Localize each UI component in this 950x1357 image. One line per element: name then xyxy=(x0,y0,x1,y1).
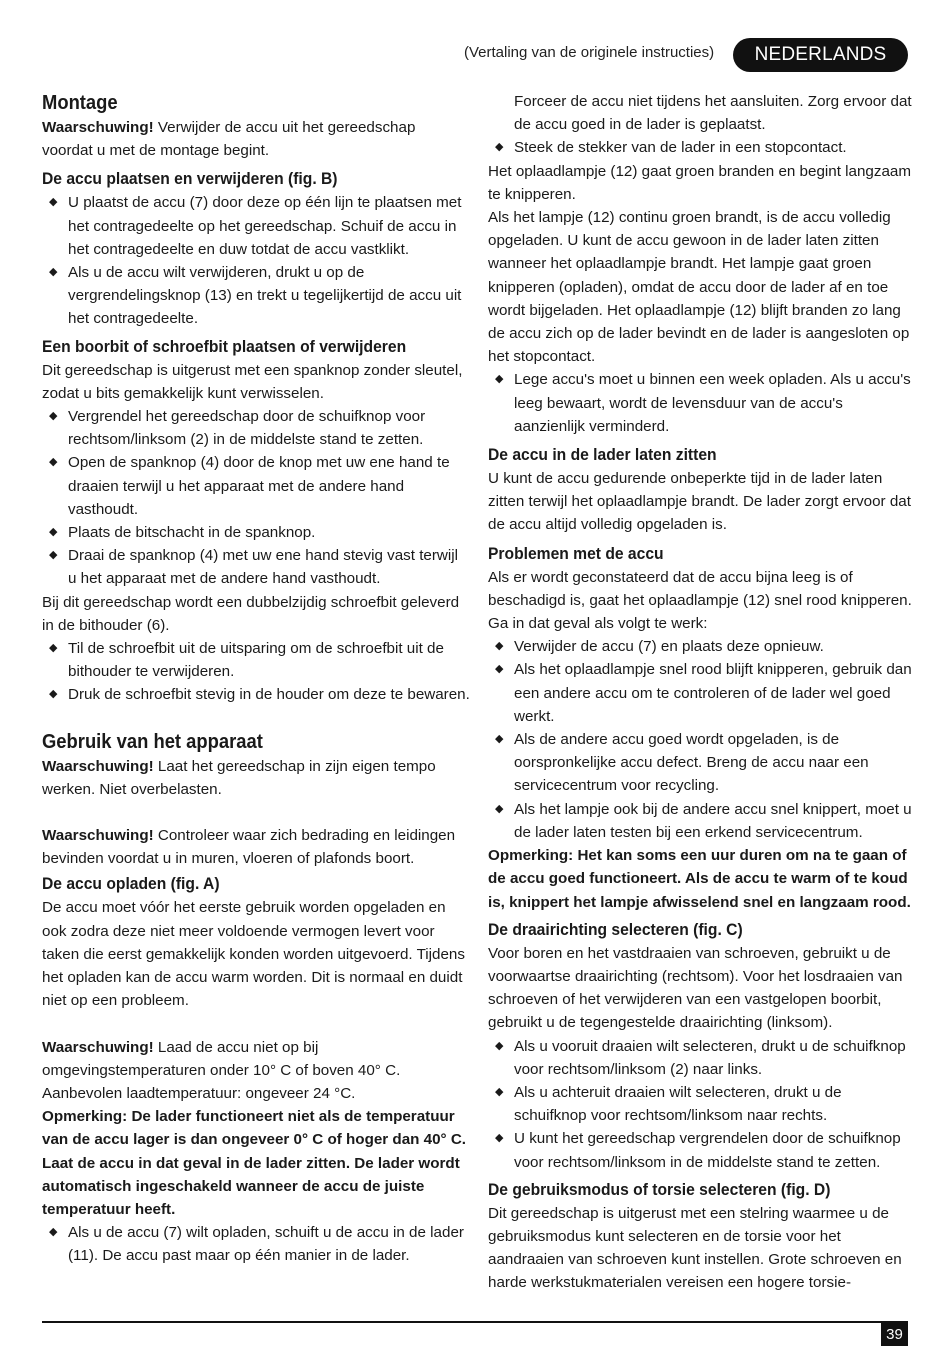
warning-label: Waarschuwing! xyxy=(42,1038,154,1056)
list-item-text: Til de schroefbit uit de uitsparing om de schroefbit uit de bithouder te verwijderen. xyxy=(68,640,444,681)
bullet-icon: ◆ xyxy=(495,663,504,676)
led-text-2: Als het lampje (12) continu groen brandt, is de accu volledig opgeladen. U kunt de accu gewoon in de lader laten zitten wanneer het oplaadlampje brandt. Het lampje gaat groen knipperen (opladen), omdat de accu door de lader af en toe wordt bijgeladen. Het oplaadlampje (12) blijft branden zo lang de accu zich op de lader bevindt en de lader is aangesloten op het stopcontact. xyxy=(488,209,910,366)
torque-heading: De gebruiksmodus of torsie selecteren (fig. D) xyxy=(488,1179,831,1199)
list-item-text: Steek de stekker van de lader in een stopcontact. xyxy=(514,139,847,157)
list-item xyxy=(488,1081,913,1127)
warning-text: Laat het gereedschap in zijn eigen tempo werken. Niet overbelasten. xyxy=(42,757,436,798)
warning-label: Waarschuwing! xyxy=(42,757,154,775)
montage-warning xyxy=(42,116,470,162)
list-item-text: Draai de spanknop (4) met uw ene hand stevig vast terwijl u het apparaat met de andere hand vasthoudt. xyxy=(68,547,459,588)
charge-note-2: Laat de accu in dat geval in de lader zitten. De lader wordt automatisch ingeschakeld wanneer de accu de juiste temperatuur heeft. xyxy=(42,1154,460,1218)
warning-text: Laad de accu niet op bij omgevingstemperaturen onder 10° C of boven 40° C. Aanbevolen laadtemperatuur: ongeveer 24 °C. xyxy=(42,1038,401,1102)
list-item xyxy=(488,136,913,159)
list-item xyxy=(42,261,470,331)
direction-list xyxy=(488,1035,913,1174)
bullet-icon: ◆ xyxy=(495,640,504,653)
battery-problems-list xyxy=(488,635,913,844)
bullet-icon: ◆ xyxy=(495,1132,504,1145)
list-item xyxy=(42,451,470,521)
list-item xyxy=(488,368,913,438)
warning-label: Waarschuwing! xyxy=(42,119,154,136)
led-text-1: Het oplaadlampje (12) gaat groen branden en begint langzaam te knipperen. xyxy=(488,162,912,203)
leave-in-charger-heading: De accu in de lader laten zitten xyxy=(488,445,717,465)
list-item xyxy=(488,635,913,658)
page-number: 39 xyxy=(881,1322,908,1346)
charge-text: De accu moet vóór het eerste gebruik worden opgeladen en ook zodra deze niet meer voldoende vermogen levert voor taken die eerst gemakkelijk konden worden uitgevoerd. Tijdens het opladen kan de accu warm worden. Dit is normaal en duidt niet op een probleem. xyxy=(42,899,465,1010)
usage-warning-2 xyxy=(42,824,470,870)
bullet-icon: ◆ xyxy=(495,1039,504,1052)
warning-text: Verwijder de accu uit het gereedschap voordat u met de montage begint. xyxy=(42,119,416,160)
list-item xyxy=(488,658,913,728)
continued-list xyxy=(488,136,913,159)
bullet-icon: ◆ xyxy=(495,1085,504,1098)
usage-heading: Gebruik van het apparaat xyxy=(42,730,263,753)
list-item-text: U plaatst de accu (7) door deze op één lijn te plaatsen met het contragedeelte op het gereedschap. Schuif de accu in het contragedeelte en duw totdat de accu vastklikt. xyxy=(68,194,462,258)
list-item xyxy=(488,728,913,798)
list-item xyxy=(42,405,470,451)
led-list xyxy=(488,368,913,438)
bullet-icon: ◆ xyxy=(49,196,58,209)
list-item xyxy=(488,798,913,844)
list-item-text: Als u de accu (7) wilt opladen, schuift u de accu in de lader (11). De accu past maar op één manier in de lader. xyxy=(68,1224,464,1265)
bullet-icon: ◆ xyxy=(49,456,58,469)
language-badge: NEDERLANDS xyxy=(733,38,908,72)
list-item xyxy=(42,521,470,544)
list-item-text: Als u achteruit draaien wilt selecteren, drukt u de schuifknop voor rechtsom/linksom naar rechts. xyxy=(514,1083,842,1125)
list-item-text: Als het lampje ook bij de andere accu snel knippert, moet u de lader laten testen bij een erkend servicecentrum. xyxy=(514,800,912,841)
bullet-icon: ◆ xyxy=(495,802,504,815)
bullet-icon: ◆ xyxy=(495,733,504,746)
charge-list xyxy=(42,1221,470,1267)
accu-insert-heading: De accu plaatsen en verwijderen (fig. B) xyxy=(42,169,338,189)
footer-rule xyxy=(42,1321,908,1323)
bullet-icon: ◆ xyxy=(49,642,58,655)
warning-label: Waarschuwing! xyxy=(42,827,154,845)
left-column xyxy=(42,90,470,1268)
bullet-icon: ◆ xyxy=(49,410,58,423)
list-item-text: Als het oplaadlampje snel rood blijft knipperen, gebruik dan een andere accu om te controleren of de lader wel goed werkt. xyxy=(514,661,912,725)
bullet-icon: ◆ xyxy=(49,526,58,539)
bullet-icon: ◆ xyxy=(495,141,504,154)
bit-note: Bij dit gereedschap wordt een dubbelzijdig schroefbit geleverd in de bithouder (6). xyxy=(42,593,460,634)
translation-note: (Vertaling van de originele instructies) xyxy=(464,44,715,61)
leave-in-charger-text: U kunt de accu gedurende onbeperkte tijd in de lader laten zitten terwijl het oplaadlampje brandt. De lader zorgt ervoor dat de accu altijd volledig opgeladen is. xyxy=(488,470,911,534)
accu-insert-list xyxy=(42,191,470,330)
list-item-text: Plaats de bitschacht in de spanknop. xyxy=(68,524,316,542)
continued-text: Forceer de accu niet tijdens het aansluiten. Zorg ervoor dat de accu goed in de lader is geplaatst. xyxy=(514,93,912,134)
list-item-text: Als u vooruit draaien wilt selecteren, drukt u de schuifknop voor rechtsom/linksom (2) naar links. xyxy=(514,1037,906,1078)
list-item-text: U kunt het gereedschap vergrendelen door de schuifknop voor rechtsom/linksom in de middelste stand te zetten. xyxy=(514,1130,901,1171)
list-item xyxy=(42,1221,470,1267)
list-item xyxy=(488,1127,913,1173)
list-item-text: Verwijder de accu (7) en plaats deze opnieuw. xyxy=(514,638,824,656)
usage-warning-1 xyxy=(42,755,470,801)
bit-intro: Dit gereedschap is uitgerust met een spanknop zonder sleutel, zodat u bits gemakkelijk kunt verwisselen. xyxy=(42,361,463,402)
list-item xyxy=(488,1035,913,1081)
right-column xyxy=(488,90,913,1295)
torque-text: Dit gereedschap is uitgerust met een stelring waarmee u de gebruiksmodus kunt selecteren en de torsie voor het aandraaien van schroeven kunt instellen. Grote schroeven en harde werkstukmaterialen vereisen een hogere torsie- xyxy=(488,1204,902,1292)
bit-list-2 xyxy=(42,637,470,707)
list-item-text: Als de andere accu goed wordt opgeladen, is de oorspronkelijke accu defect. Breng de accu naar een servicecentrum voor recycling. xyxy=(514,731,869,795)
charge-warning xyxy=(42,1036,470,1106)
list-item-text: Open de spanknop (4) door de knop met uw ene hand te draaien terwijl u het apparaat met de andere hand vasthoudt. xyxy=(68,454,450,518)
battery-problems-note: Opmerking: Het kan soms een uur duren om na te gaan of de accu goed functioneert. Als de accu te warm of te koud is, knippert het lampje afwisselend snel en langzaam rood. xyxy=(488,847,911,911)
list-item xyxy=(42,191,470,261)
battery-problems-text: Als er wordt geconstateerd dat de accu bijna leeg is of beschadigd is, gaat het oplaadlampje (12) snel rood knipperen. Ga in dat geval als volgt te werk: xyxy=(488,568,912,633)
montage-heading: Montage xyxy=(42,92,118,114)
direction-text: Voor boren en het vastdraaien van schroeven, gebruikt u de voorwaartse draairichting (rechtsom). Voor het losdraaien van schroeven of het verwijderen van een vastgelopen boorbit, gebruikt u de tegengestelde draairichting (linksom). xyxy=(488,944,903,1032)
list-item xyxy=(42,544,470,590)
list-item-text: Druk de schroefbit stevig in de houder om deze te bewaren. xyxy=(68,686,470,704)
list-item xyxy=(42,637,470,683)
list-item-text: Als u de accu wilt verwijderen, drukt u op de vergrendelingsknop (13) en trekt u tegelijkertijd de accu uit het contragedeelte. xyxy=(68,264,462,328)
bullet-icon: ◆ xyxy=(49,1226,58,1239)
list-item-text: Vergrendel het gereedschap door de schuifknop voor rechtsom/linksom (2) in de middelste stand te zetten. xyxy=(68,408,426,449)
charge-note-1: Opmerking: De lader functioneert niet als de temperatuur van de accu lager is dan ongeveer 0° C of hoger dan 40° C. xyxy=(42,1108,467,1149)
battery-problems-heading: Problemen met de accu xyxy=(488,543,664,563)
direction-heading: De draairichting selecteren (fig. C) xyxy=(488,919,743,939)
warning-text: Controleer waar zich bedrading en leidingen bevinden voordat u in muren, vloeren of plafonds boort. xyxy=(42,827,456,868)
bullet-icon: ◆ xyxy=(49,688,58,701)
bullet-icon: ◆ xyxy=(49,266,58,279)
list-item xyxy=(42,683,470,706)
list-item-text: Lege accu's moet u binnen een week opladen. Als u accu's leeg bewaart, wordt de levensduur van de accu's aanzienlijk verminderd. xyxy=(514,371,911,435)
bit-list xyxy=(42,405,470,591)
bit-heading: Een boorbit of schroefbit plaatsen of verwijderen xyxy=(42,336,407,356)
charge-heading: De accu opladen (fig. A) xyxy=(42,874,220,894)
bullet-icon: ◆ xyxy=(49,549,58,562)
bullet-icon: ◆ xyxy=(495,373,504,386)
